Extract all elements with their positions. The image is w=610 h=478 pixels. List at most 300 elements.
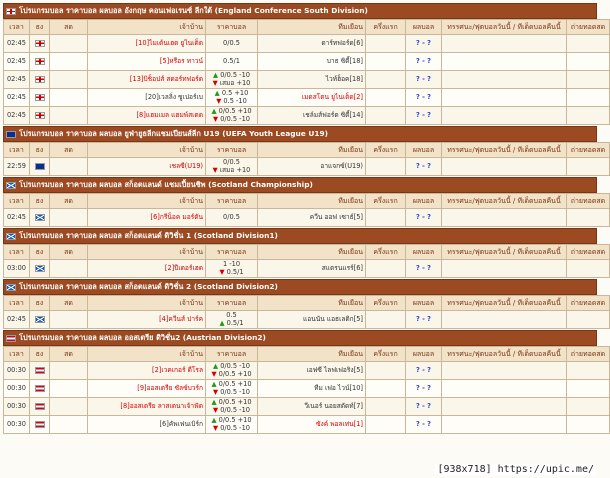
column-header-tv: ถ่ายทอดสด (567, 20, 610, 35)
odds-down-arrow-icon: ▼ (216, 96, 224, 105)
league-header (3, 330, 597, 346)
away-team-link[interactable]: ดาร์ทฟอร์ด[6] (258, 35, 366, 53)
live-status (50, 380, 88, 398)
column-header-flag: ธง (30, 296, 50, 311)
column-header-status: สด (50, 194, 88, 209)
home-team-link[interactable]: เชลซี(U19) (88, 158, 206, 176)
live-tv-cell (567, 311, 610, 329)
odds-value: 0/0.5 +10 (218, 398, 252, 406)
league-section (3, 279, 606, 329)
result-cell (406, 398, 442, 416)
odds-cell (206, 398, 258, 416)
live-tv-cell (567, 158, 610, 176)
tips-cell (442, 71, 567, 89)
home-team-link[interactable]: [6]คัพเฟนเบิร์ก (88, 416, 206, 434)
league-header (3, 3, 597, 19)
odds-line (208, 167, 255, 175)
odds-cell (206, 71, 258, 89)
live-status (50, 209, 88, 227)
kickoff-time: 03:00 (4, 260, 30, 278)
away-team-link[interactable]: ทีม เฟอ ไวน์[10] (258, 380, 366, 398)
odds-line (208, 407, 255, 415)
kickoff-time: 22:59 (4, 158, 30, 176)
half-time-score (366, 209, 406, 227)
match-row (4, 158, 610, 176)
away-team-link[interactable]: เมดสโตน ยูไนเต็ด[2] (258, 89, 366, 107)
live-status (50, 311, 88, 329)
result-cell (406, 35, 442, 53)
result-cell (406, 158, 442, 176)
match-row (4, 89, 610, 107)
odds-cell (206, 53, 258, 71)
column-header-result: ผลบอล (406, 20, 442, 35)
column-header-half: ครึ่งแรก (366, 20, 406, 35)
live-tv-cell (567, 53, 610, 71)
result-link[interactable]: ? - ? (416, 110, 431, 119)
result-cell (406, 53, 442, 71)
match-row (4, 416, 610, 434)
result-link[interactable]: ? - ? (416, 56, 431, 65)
odds-value: 0.5/1 (226, 267, 244, 276)
half-time-score (366, 311, 406, 329)
away-team-link[interactable]: เชล์มส์ฟอร์ด ซิตี้[14] (258, 107, 366, 125)
odds-line (208, 80, 255, 88)
flag-cell (30, 362, 50, 380)
result-link[interactable]: ? - ? (416, 212, 431, 221)
odds-value: 0.5/1 (226, 318, 244, 327)
odds-line (208, 214, 255, 222)
column-header-flag: ธง (30, 347, 50, 362)
kickoff-time: 02:45 (4, 89, 30, 107)
home-team-link[interactable]: [8]ออสเตรีย ลาสเตนาเจ้าฟัด (88, 398, 206, 416)
league-title: โปรแกรมบอล ราคาบอล ผลบอล อังกฤษ คอนเฟอเรนซ์ ลีกใต้ (England Conference South Division) (19, 6, 368, 15)
country-flag-icon (35, 421, 45, 428)
odds-value: 0/0.5 -10 (220, 423, 250, 432)
kickoff-time: 02:45 (4, 35, 30, 53)
odds-value: 0/0.5 (223, 158, 240, 166)
column-header-row (4, 296, 610, 311)
away-team-link[interactable]: แอนนัน แอธเลติก[5] (258, 311, 366, 329)
odds-cell (206, 362, 258, 380)
result-link[interactable]: ? - ? (416, 161, 431, 170)
kickoff-time: 02:45 (4, 107, 30, 125)
kickoff-time: 00:30 (4, 398, 30, 416)
fixtures-table (3, 244, 610, 278)
half-time-score (366, 416, 406, 434)
league-title: โปรแกรมบอล ราคาบอล ผลบอล สก็อตแลนด์ ดิวิชั่น 1 (Scotland Division1) (19, 231, 278, 240)
live-tv-cell (567, 107, 610, 125)
odds-up-arrow-icon: ▲ (211, 416, 219, 424)
half-time-score (366, 107, 406, 125)
flag-cell (30, 53, 50, 71)
kickoff-time: 02:45 (4, 311, 30, 329)
half-time-score (366, 89, 406, 107)
tips-cell (442, 53, 567, 71)
column-header-tv: ถ่ายทอดสด (567, 296, 610, 311)
home-team-link[interactable]: [8]แฮมเมล แฮมพ์สเตด (88, 107, 206, 125)
result-cell (406, 311, 442, 329)
flag-cell (30, 311, 50, 329)
odds-value: 1 -10 (222, 260, 241, 268)
result-cell (406, 362, 442, 380)
odds-value: เสมอ +10 (219, 165, 251, 174)
live-tv-cell (567, 71, 610, 89)
away-team-link[interactable]: ซังค์ พอลเท่น[1] (258, 416, 366, 434)
tips-cell (442, 416, 567, 434)
result-link[interactable]: ? - ? (416, 419, 431, 428)
column-header-tv: ถ่ายทอดสด (567, 347, 610, 362)
league-title: โปรแกรมบอล ราคาบอล ผลบอล ยูฟ่ายูธลีกแชมเปียนส์ลีก U19 (UEFA Youth League U19) (19, 129, 329, 138)
odds-cell (206, 89, 258, 107)
odds-value: 0/0.5 -10 (220, 362, 250, 370)
country-flag-icon (35, 265, 45, 272)
live-tv-cell (567, 89, 610, 107)
match-row (4, 53, 610, 71)
column-header-flag: ธง (30, 194, 50, 209)
odds-value: 0/0.5 +10 (218, 416, 252, 424)
live-tv-cell (567, 35, 610, 53)
away-team-link[interactable]: สแตรนแรร์[6] (258, 260, 366, 278)
result-cell (406, 107, 442, 125)
column-header-half: ครึ่งแรก (366, 143, 406, 158)
fixtures-container (3, 3, 606, 435)
result-link[interactable]: ? - ? (416, 365, 431, 374)
odds-line (208, 98, 255, 106)
column-header-flag: ธง (30, 20, 50, 35)
column-header-status: สด (50, 347, 88, 362)
odds-value: 0/0.5 +10 (218, 107, 252, 115)
league-header (3, 126, 597, 142)
result-cell (406, 380, 442, 398)
column-header-away: ทีมเยือน (258, 245, 366, 260)
live-status (50, 53, 88, 71)
fixtures-table (3, 295, 610, 329)
odds-cell (206, 260, 258, 278)
home-team-link[interactable]: [10]ไมเด้นเฮด ยูไนเต็ด (88, 35, 206, 53)
odds-line (208, 371, 255, 379)
column-header-half: ครึ่งแรก (366, 347, 406, 362)
result-link[interactable]: ? - ? (416, 38, 431, 47)
column-header-odds: ราคาบอล (206, 347, 258, 362)
odds-down-arrow-icon: ▼ (213, 387, 221, 396)
column-header-row (4, 245, 610, 260)
column-header-away: ทีมเยือน (258, 194, 366, 209)
home-team-link[interactable]: [20]เวลลิ่ง ซูเปอร์เบ (88, 89, 206, 107)
fixtures-table (3, 19, 610, 125)
column-header-home: เจ้าบ้าน (88, 245, 206, 260)
live-status (50, 260, 88, 278)
odds-value: 0/0.5 -10 (220, 71, 250, 79)
kickoff-time: 00:30 (4, 362, 30, 380)
column-header-result: ผลบอล (406, 245, 442, 260)
live-tv-cell (567, 260, 610, 278)
flag-cell (30, 107, 50, 125)
odds-line (208, 116, 255, 124)
kickoff-time: 02:45 (4, 71, 30, 89)
league-header (3, 177, 597, 193)
away-team-link[interactable]: เอฟซี ไลฟเฟอริง[5] (258, 362, 366, 380)
odds-up-arrow-icon: ▲ (211, 107, 219, 115)
column-header-tips: ทรรศนะ/ฟุตบอลวันนี้ / ทีเด็ดบอลคืนนี้ (442, 194, 567, 209)
odds-cell (206, 107, 258, 125)
column-header-row (4, 20, 610, 35)
half-time-score (366, 380, 406, 398)
live-tv-cell (567, 416, 610, 434)
column-header-flag: ธง (30, 143, 50, 158)
away-team-link[interactable]: ไวท์ฮ็อค[18] (258, 71, 366, 89)
column-header-half: ครึ่งแรก (366, 194, 406, 209)
odds-up-arrow-icon: ▲ (219, 318, 227, 327)
live-status (50, 398, 88, 416)
flag-cell (30, 89, 50, 107)
column-header-away: ทีมเยือน (258, 143, 366, 158)
column-header-odds: ราคาบอล (206, 194, 258, 209)
league-section (3, 228, 606, 278)
column-header-time: เวลา (4, 143, 30, 158)
odds-line (208, 58, 255, 66)
half-time-score (366, 158, 406, 176)
column-header-tv: ถ่ายทอดสด (567, 194, 610, 209)
half-time-score (366, 260, 406, 278)
tips-cell (442, 35, 567, 53)
home-team-link[interactable]: [4]ควีนส์ ปาร์ค (88, 311, 206, 329)
column-header-row (4, 194, 610, 209)
home-team-link[interactable]: [9]ออสเตรีย ซัลซ์บวร์ก (88, 380, 206, 398)
country-flag-icon (35, 76, 45, 83)
league-header (3, 279, 597, 295)
result-link[interactable]: ? - ? (416, 263, 431, 272)
half-time-score (366, 35, 406, 53)
column-header-tips: ทรรศนะ/ฟุตบอลวันนี้ / ทีเด็ดบอลคืนนี้ (442, 245, 567, 260)
country-flag-icon (35, 214, 45, 221)
column-header-row (4, 143, 610, 158)
odds-value: 0/0.5 +10 (218, 380, 252, 388)
country-flag-icon (35, 403, 45, 410)
kickoff-time: 02:45 (4, 209, 30, 227)
match-row (4, 362, 610, 380)
odds-value: 0/0.5 -10 (220, 405, 250, 414)
result-cell (406, 71, 442, 89)
match-row (4, 311, 610, 329)
column-header-result: ผลบอล (406, 143, 442, 158)
odds-cell (206, 35, 258, 53)
result-link[interactable]: ? - ? (416, 314, 431, 323)
odds-value: 0/0.5 -10 (220, 114, 250, 123)
odds-down-arrow-icon: ▼ (211, 369, 219, 378)
odds-cell (206, 311, 258, 329)
country-flag-icon (35, 385, 45, 392)
odds-line (208, 40, 255, 48)
result-cell (406, 89, 442, 107)
live-tv-cell (567, 209, 610, 227)
tips-cell (442, 260, 567, 278)
odds-value: 0.5 +10 (221, 89, 249, 97)
column-header-tips: ทรรศนะ/ฟุตบอลวันนี้ / ทีเด็ดบอลคืนนี้ (442, 296, 567, 311)
result-cell (406, 416, 442, 434)
column-header-row (4, 347, 610, 362)
match-row (4, 107, 610, 125)
column-header-odds: ราคาบอล (206, 20, 258, 35)
half-time-score (366, 71, 406, 89)
column-header-tv: ถ่ายทอดสด (567, 143, 610, 158)
column-header-status: สด (50, 20, 88, 35)
column-header-tv: ถ่ายทอดสด (567, 245, 610, 260)
result-cell (406, 209, 442, 227)
odds-cell (206, 209, 258, 227)
result-link[interactable]: ? - ? (416, 92, 431, 101)
odds-value: 0/0.5 +10 (218, 369, 252, 378)
away-team-link[interactable]: อาแจกซ์(U19) (258, 158, 366, 176)
league-header (3, 228, 597, 244)
country-flag-icon (35, 316, 45, 323)
flag-cell (30, 71, 50, 89)
column-header-status: สด (50, 143, 88, 158)
fixtures-table (3, 346, 610, 434)
kickoff-time: 00:30 (4, 380, 30, 398)
odds-up-arrow-icon: ▲ (213, 71, 221, 79)
home-team-link[interactable]: [5]หรือร ทาวน์ (88, 53, 206, 71)
flag-cell (30, 416, 50, 434)
league-title: โปรแกรมบอล ราคาบอล ผลบอล ออสเตรีย ดิวิชั่น2 (Austrian Division2) (19, 333, 266, 342)
country-flag-icon (35, 94, 45, 101)
upic-watermark: [938x718] https://upic.me/ (437, 464, 594, 475)
flag-cell (30, 158, 50, 176)
column-header-result: ผลบอล (406, 194, 442, 209)
country-flag-icon (35, 58, 45, 65)
odds-value: 0/0.5 (223, 38, 240, 47)
scotland-league-icon (6, 182, 16, 189)
match-row (4, 380, 610, 398)
column-header-odds: ราคาบอล (206, 296, 258, 311)
half-time-score (366, 53, 406, 71)
live-status (50, 89, 88, 107)
home-team-link[interactable]: [6]กรีน็อค มอร์ตัน (88, 209, 206, 227)
tips-cell (442, 209, 567, 227)
flag-cell (30, 380, 50, 398)
tips-cell (442, 311, 567, 329)
odds-down-arrow-icon: ▼ (212, 78, 220, 87)
odds-line (208, 425, 255, 433)
column-header-tips: ทรรศนะ/ฟุตบอลวันนี้ / ทีเด็ดบอลคืนนี้ (442, 20, 567, 35)
league-section (3, 330, 606, 434)
result-link[interactable]: ? - ? (416, 401, 431, 410)
home-team-link[interactable]: [2]ปีเตอร์เฮด (88, 260, 206, 278)
column-header-tips: ทรรศนะ/ฟุตบอลวันนี้ / ทีเด็ดบอลคืนนี้ (442, 347, 567, 362)
match-row (4, 260, 610, 278)
flag-cell (30, 209, 50, 227)
live-status (50, 71, 88, 89)
home-team-link[interactable]: [13]บิช็อปส์ สตอร์ทฟอร์ด (88, 71, 206, 89)
scotland-division1-icon (6, 233, 16, 240)
match-row (4, 398, 610, 416)
column-header-flag: ธง (30, 245, 50, 260)
odds-down-arrow-icon: ▼ (212, 165, 220, 174)
tips-cell (442, 107, 567, 125)
kickoff-time: 00:30 (4, 416, 30, 434)
column-header-time: เวลา (4, 347, 30, 362)
scotland-division2-icon (6, 284, 16, 291)
odds-cell (206, 416, 258, 434)
league-section (3, 3, 606, 125)
odds-down-arrow-icon: ▼ (219, 267, 227, 276)
odds-cell (206, 380, 258, 398)
odds-line (208, 389, 255, 397)
half-time-score (366, 362, 406, 380)
country-flag-icon (35, 40, 45, 47)
column-header-away: ทีมเยือน (258, 20, 366, 35)
column-header-time: เวลา (4, 296, 30, 311)
flag-cell (30, 260, 50, 278)
league-title: โปรแกรมบอล ราคาบอล ผลบอล สก็อตแลนด์ ดิวิชั่น 2 (Scotland Division2) (19, 282, 278, 291)
odds-up-arrow-icon: ▲ (211, 380, 219, 388)
column-header-away: ทีมเยือน (258, 296, 366, 311)
column-header-result: ผลบอล (406, 347, 442, 362)
home-team-link[interactable]: [2]เวคเกอร์ ดีโรล (88, 362, 206, 380)
result-link[interactable]: ? - ? (416, 74, 431, 83)
odds-value: 0/0.5 -10 (220, 387, 250, 396)
match-row (4, 71, 610, 89)
uefa-ball-icon (6, 131, 16, 138)
fixtures-table (3, 193, 610, 227)
live-status (50, 416, 88, 434)
away-team-link[interactable]: บาธ ซิตี้[18] (258, 53, 366, 71)
austria-ball-icon (6, 335, 16, 342)
live-status (50, 362, 88, 380)
column-header-home: เจ้าบ้าน (88, 347, 206, 362)
country-flag-icon (35, 367, 45, 374)
live-tv-cell (567, 362, 610, 380)
tips-cell (442, 362, 567, 380)
fixtures-table (3, 142, 610, 176)
flag-cell (30, 398, 50, 416)
kickoff-time: 02:45 (4, 53, 30, 71)
league-section (3, 177, 606, 227)
country-flag-icon (35, 112, 45, 119)
column-header-time: เวลา (4, 194, 30, 209)
column-header-tips: ทรรศนะ/ฟุตบอลวันนี้ / ทีเด็ดบอลคืนนี้ (442, 143, 567, 158)
column-header-result: ผลบอล (406, 296, 442, 311)
column-header-status: สด (50, 296, 88, 311)
away-team-link[interactable]: วีเนอร์ นอยสตัดท์[7] (258, 398, 366, 416)
live-status (50, 158, 88, 176)
column-header-home: เจ้าบ้าน (88, 194, 206, 209)
result-cell (406, 260, 442, 278)
live-tv-cell (567, 398, 610, 416)
odds-value: 0.5/1 (223, 56, 240, 65)
odds-down-arrow-icon: ▼ (213, 423, 221, 432)
column-header-status: สด (50, 245, 88, 260)
column-header-time: เวลา (4, 20, 30, 35)
match-row (4, 35, 610, 53)
tips-cell (442, 398, 567, 416)
away-team-link[interactable]: ควีน ออฟ เซาธ์[5] (258, 209, 366, 227)
column-header-home: เจ้าบ้าน (88, 20, 206, 35)
column-header-away: ทีมเยือน (258, 347, 366, 362)
result-link[interactable]: ? - ? (416, 383, 431, 392)
odds-up-arrow-icon: ▲ (211, 398, 219, 406)
country-flag-icon (35, 163, 45, 170)
column-header-time: เวลา (4, 245, 30, 260)
column-header-home: เจ้าบ้าน (88, 296, 206, 311)
flag-cell (30, 35, 50, 53)
live-status (50, 35, 88, 53)
live-tv-cell (567, 380, 610, 398)
odds-down-arrow-icon: ▼ (213, 114, 221, 123)
column-header-odds: ราคาบอล (206, 143, 258, 158)
odds-line (208, 269, 255, 277)
england-flag-icon (6, 8, 16, 15)
league-title: โปรแกรมบอล ราคาบอล ผลบอล สก็อตแลนด์ แชมเปี้ยนชิพ (Scotland Championship) (19, 180, 313, 189)
